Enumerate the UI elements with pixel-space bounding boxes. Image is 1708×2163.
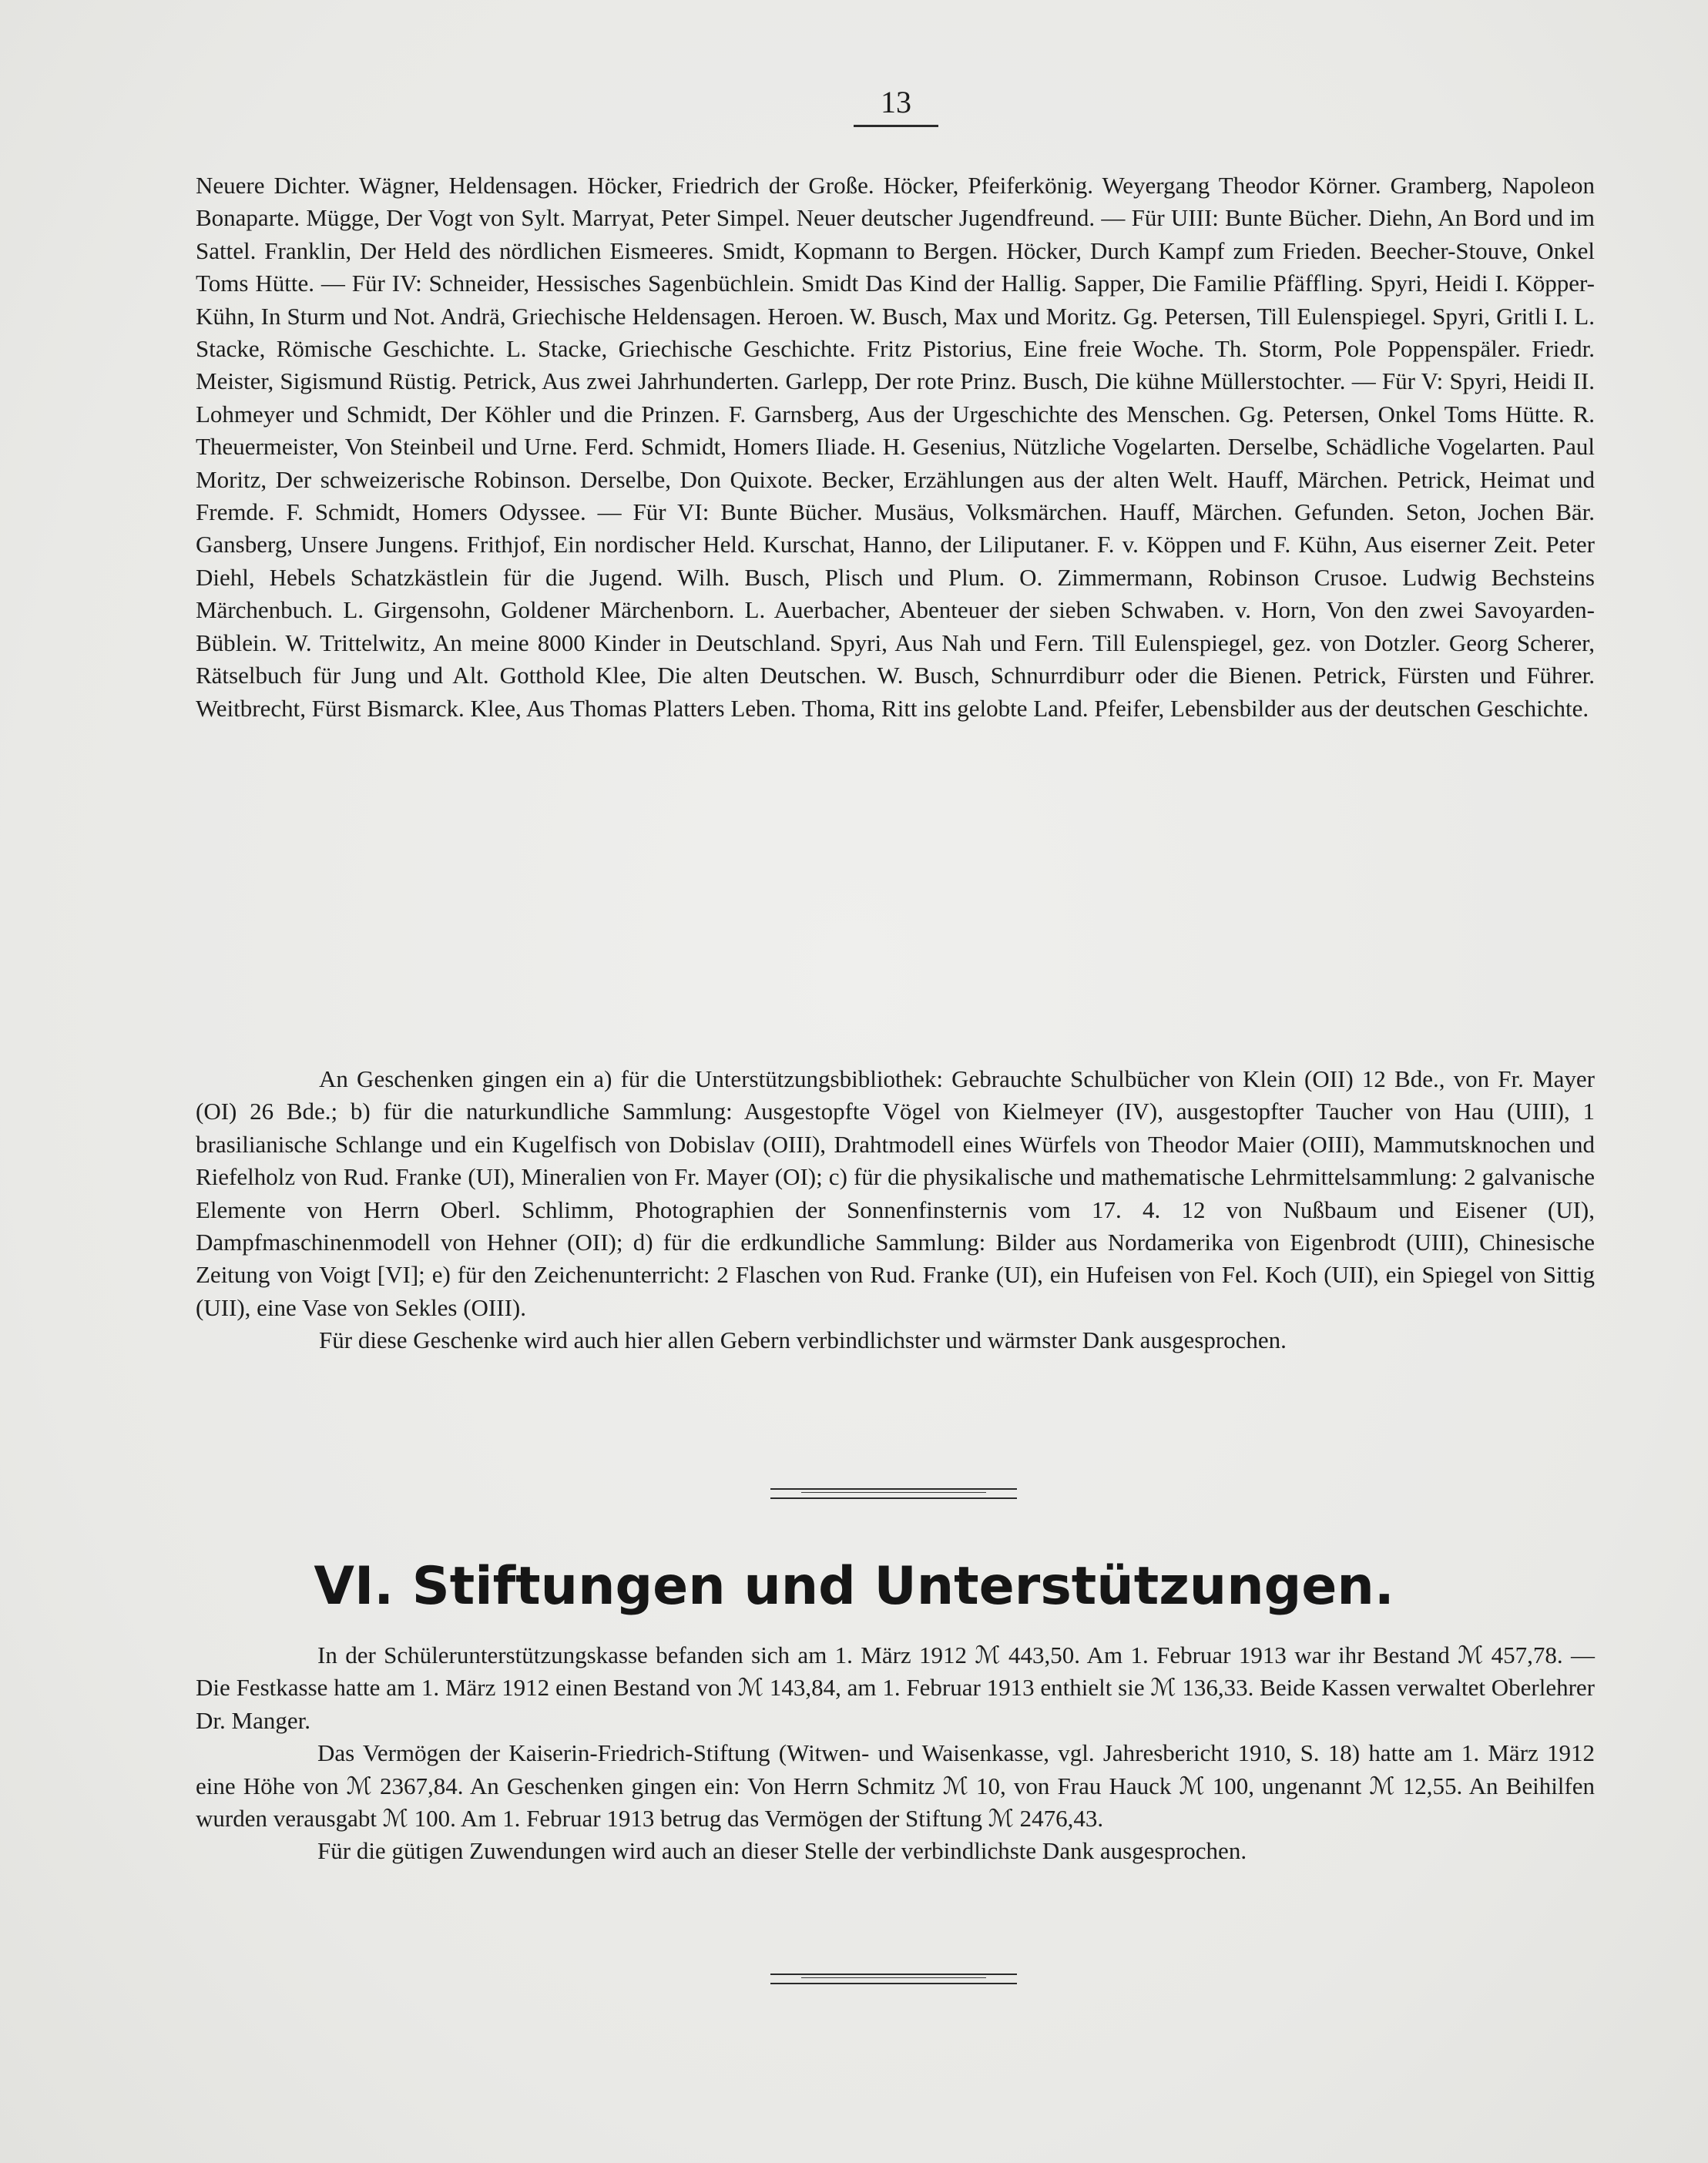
thanks-paragraph: Für diese Geschenke wird auch hier allen Gebern verbindlichster und wärmster Dank ausgesprochen.: [319, 1326, 1287, 1354]
foundation-paragraph: Das Vermögen der Kaiserin-Friedrich-Stiftung (Witwen- und Waisenkasse, vgl. Jahresbericht 1910, S. 18) hatte am 1. März 1912 eine Höhe von ℳ 2367,84. An Geschenken gingen ein: Von Herrn Schmitz ℳ 10, von Frau Hauck ℳ 100, ungenannt ℳ 12,55. An Beihilfen wurden verausgabt ℳ 100. Am 1. Februar 1913 betrug das Vermögen der Stiftung ℳ 2476,43.: [196, 1739, 1595, 1833]
book-list-paragraph: Neuere Dichter. Wägner, Heldensagen. Höcker, Friedrich der Große. Höcker, Pfeiferkönig. Weyergang Theodor Körner. Gramberg, Napoleon Bonaparte. Mügge, Der Vogt von Sylt. Marryat, Peter Simpel. Neuer deutscher Jugendfreund. — Für UIII: Bunte Bücher. Diehn, An Bord und im Sattel. Franklin, Der Held des nördlichen Eismeeres. Smidt, Kopmann to Bergen. Höcker, Durch Kampf zum Frieden. Beecher-Stouve, Onkel Toms Hütte. — Für IV: Schneider, Hessisches Sagenbüchlein. Smidt Das Kind der Hallig. Sapper, Die Familie Pfäffling. Spyri, Heidi I. Köpper-Kühn, In Sturm und Not. Andrä, Griechische Heldensagen. Heroen. W. Busch, Max und Moritz. Gg. Petersen, Till Eulenspiegel. Spyri, Gritli I. L. Stacke, Römische Geschichte. L. Stacke, Griechische Geschichte. Fritz Pistorius, Eine freie Woche. Th. Storm, Pole Poppenspäler. Friedr. Meister, Sigismund Rüstig. Petrick, Aus zwei Jahrhunderten. Garlepp, Der rote Prinz. Busch, Die kühne Müllerstochter. — Für V: Spyri, Heidi II. Lohmeyer und Schmidt, Der Köhler und die Prinzen. F. Garnsberg, Aus der Urgeschichte des Menschen. Gg. Petersen, Onkel Toms Hütte. R. Theuermeister, Von Steinbeil und Urne. Ferd. Schmidt, Homers Iliade. H. Gesenius, Nützliche Vogelarten. Derselbe, Schädliche Vogelarten. Paul Moritz, Der schweizerische Robinson. Derselbe, Don Quixote. Becker, Erzählungen aus der alten Welt. Hauff, Märchen. Petrick, Heimat und Fremde. F. Schmidt, Homers Odyssee. — Für VI: Bunte Bücher. Musäus, Volksmärchen. Hauff, Märchen. Gefunden. Seton, Jochen Bär. Gansberg, Unsere Jungens. Frithjof, Ein nordischer Held. Kurschat, Hanno, der Liliputaner. F. v. Köppen und F. Kühn, Aus eiserner Zeit. Peter Diehl, Hebels Schatzkästlein für die Jugend. Wilh. Busch, Plisch und Plum. O. Zimmermann, Robinson Crusoe. Ludwig Bechsteins Märchenbuch. L. Girgensohn, Goldener Märchenborn. L. Auerbacher, Abenteuer der sieben Schwaben. v. Horn, Von den zwei Savoyarden-Büblein. W. Trittelwitz, An meine 8000 Kinder in Deutschland. Spyri, Aus Nah und Fern. Till Eulenspiegel, gez. von Dotzler. Georg Scherer, Rätselbuch für Jung und Alt. Gotthold Klee, Die alten Deutschen. W. Busch, Schnurrdiburr oder die Bienen. Petrick, Fürsten und Führer. Weitbrecht, Fürst Bismarck. Klee, Aus Thomas Platters Leben. Thoma, Ritt ins gelobte Land. Pfeifer, Lebensbilder aus der deutschen Geschichte.: [196, 172, 1595, 722]
gifts-paragraph: An Geschenken gingen ein a) für die Unterstützungsbibliothek: Gebrauchte Schulbücher von Klein (OII) 12 Bde., von Fr. Mayer (OI) 26 Bde.; b) für die naturkundliche Sammlung: Ausgestopfte Vögel von Kielmeyer (IV), ausgestopfter Taucher von Hau (UIII), 1 brasilianische Schlange und ein Kugelfisch von Dobislav (OIII), Drahtmodell eines Würfels von Theodor Maier (OIII), Mammutsknochen und Riefelholz von Rud. Franke (UI), Mineralien von Fr. Mayer (OI); c) für die physikalische und mathematische Lehrmittelsammlung: 2 galvanische Elemente von Herrn Oberl. Schlimm, Photographien der Sonnenfinsternis vom 17. 4. 12 von Nußbaum und Eisener (UI), Dampfmaschinenmodell von Hehner (OII); d) für die erdkundliche Sammlung: Bilder aus Nordamerika von Eigenbrodt (UIII), Chinesische Zeitung von Voigt [VI]; e) für den Zeichenunterricht: 2 Flaschen von Rud. Franke (UI), ein Hufeisen von Fel. Koch (UII), ein Spiegel von Sittig (UII), eine Vase von Sekles (OIII).: [196, 1065, 1595, 1321]
page-number: 13: [854, 85, 938, 127]
book-list-section: [196, 169, 1595, 725]
end-divider-rule: [770, 1974, 1017, 1984]
section-heading: VI. Stiftungen und Unterstützungen.: [314, 1556, 1394, 1617]
section-divider-rule: [770, 1488, 1017, 1499]
fund-paragraph: In der Schülerunterstützungskasse befanden sich am 1. März 1912 ℳ 443,50. Am 1. Februar 1913 war ihr Bestand ℳ 457,78. — Die Festkasse hatte am 1. März 1912 einen Bestand von ℳ 143,84, am 1. Februar 1913 enthielt sie ℳ 136,33. Beide Kassen verwaltet Oberlehrer Dr. Manger.: [196, 1642, 1595, 1734]
closing-paragraph: Für die gütigen Zuwendungen wird auch an dieser Stelle der verbindlichste Dank ausgesprochen.: [317, 1837, 1247, 1865]
gifts-section: [196, 1063, 1595, 1357]
foundations-section: [196, 1639, 1595, 1868]
